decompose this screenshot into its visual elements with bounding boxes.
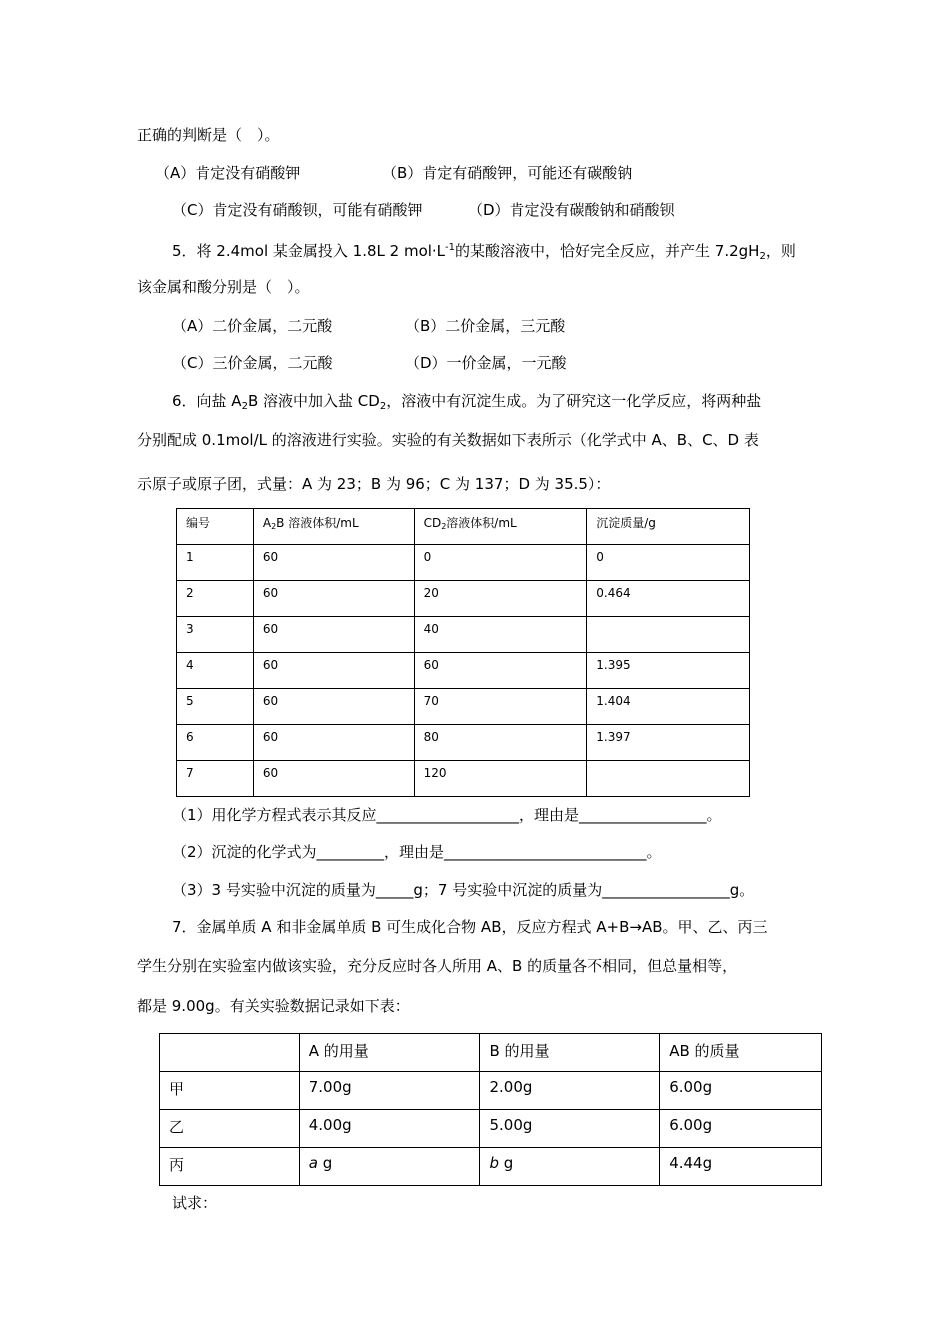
q7-data-table <box>159 1033 822 1186</box>
table-cell: 20 <box>414 581 587 617</box>
header-cell-cd2-volume <box>414 509 587 545</box>
table-cell <box>587 761 750 797</box>
q5-text-part2: 的某酸溶液中，恰好完全反应，并产生 7.2gH <box>455 242 760 260</box>
table-cell: 4 <box>177 653 254 689</box>
q6-stem-line2: 分别配成 0.1mol/L 的溶液进行实验。实验的有关数据如下表所示（化学式中 A、B、C、D 表 <box>137 431 759 449</box>
table-row <box>177 545 750 581</box>
table-cell <box>480 1148 660 1186</box>
option-c: （C）肯定没有硝酸钡，可能有硝酸钾 <box>172 201 423 219</box>
q6-text-b: B 溶液中加入盐 CD <box>247 392 380 410</box>
variable-b: b <box>489 1154 499 1172</box>
table-cell: 60 <box>253 689 414 725</box>
table-cell <box>299 1148 480 1186</box>
option-d: （D）肯定没有碳酸钠和硝酸钡 <box>468 201 675 219</box>
table-cell: 60 <box>253 545 414 581</box>
table-cell: 2 <box>177 581 254 617</box>
table-row <box>177 725 750 761</box>
table-cell: 3 <box>177 617 254 653</box>
header-cell-b-amount: B 的用量 <box>480 1034 660 1072</box>
q5-text-part3: ，则 <box>765 242 796 260</box>
table-cell: 6 <box>177 725 254 761</box>
table-cell: 60 <box>253 581 414 617</box>
table-cell: 0.464 <box>587 581 750 617</box>
header-cell-ab-mass: AB 的质量 <box>660 1034 822 1072</box>
table-cell: 1.395 <box>587 653 750 689</box>
question-stem-tail: 正确的判断是（ ）。 <box>137 126 280 144</box>
table-cell <box>587 617 750 653</box>
q6-subquestion-3: （3）3 号实验中沉淀的质量为_____g；7 号实验中沉淀的质量为_________________g。 <box>172 881 755 899</box>
table-cell: 4.00g <box>299 1110 480 1148</box>
q5-option-a: （A）二价金属，二元酸 <box>172 317 333 335</box>
q5-stem <box>172 238 796 267</box>
table-cell: 70 <box>414 689 587 725</box>
q5-text-part1: 5．将 2.4mol 某金属投入 1.8L 2 mol·L <box>172 242 446 260</box>
table-cell: 0 <box>414 545 587 581</box>
table-cell: 6.00g <box>660 1110 822 1148</box>
header-cd2-b: 溶液体积/mL <box>446 516 517 530</box>
header-cell-number: 编号 <box>177 509 254 545</box>
table-row <box>177 689 750 725</box>
table-cell: 4.44g <box>660 1148 822 1186</box>
q5-option-b: （B）二价金属，三元酸 <box>405 317 566 335</box>
q6-text-c: ，溶液中有沉淀生成。为了研究这一化学反应，将两种盐 <box>386 392 762 410</box>
q6-sub-2: 2 <box>379 401 387 412</box>
table-cell: 60 <box>253 653 414 689</box>
q5-option-d: （D）一价金属，一元酸 <box>405 354 567 372</box>
header-cell-precipitate-mass: 沉淀质量/g <box>587 509 750 545</box>
table-cell: 40 <box>414 617 587 653</box>
q7-ask: 试求： <box>172 1194 218 1212</box>
q5-option-c: （C）三价金属，二元酸 <box>172 354 333 372</box>
q6-subquestion-1: （1）用化学方程式表示其反应___________________，理由是_________________。 <box>172 806 722 824</box>
q6-stem-line1 <box>172 391 761 417</box>
q5-superscript: -1 <box>445 242 456 253</box>
unit-a: g <box>317 1154 333 1172</box>
table-cell: 2.00g <box>480 1072 660 1110</box>
table-row <box>177 617 750 653</box>
header-a2b-a: A <box>262 516 272 530</box>
header-cell-empty <box>160 1034 300 1072</box>
header-cd2-sub: 2 <box>441 522 447 531</box>
header-cd2-a: CD <box>423 516 442 530</box>
table-cell: 5.00g <box>480 1110 660 1148</box>
table-row <box>160 1072 822 1110</box>
q6-data-table <box>176 508 750 797</box>
q6-sub-1: 2 <box>241 401 248 412</box>
header-a2b-sub: 2 <box>271 522 277 531</box>
table-cell: 7 <box>177 761 254 797</box>
q7-stem-line2: 学生分别在实验室内做该实验，充分反应时各人所用 A、B 的质量各不相同，但总量相等， <box>137 957 738 975</box>
variable-a: a <box>308 1154 318 1172</box>
header-cell-a2b-volume <box>253 509 414 545</box>
q7-stem-line3: 都是 9.00g。有关实验数据记录如下表： <box>137 997 410 1015</box>
table-cell: 5 <box>177 689 254 725</box>
table-row <box>177 653 750 689</box>
unit-b: g <box>499 1154 514 1172</box>
table-cell: 甲 <box>160 1072 300 1110</box>
table-header-row <box>177 509 750 545</box>
q5-stem-line2: 该金属和酸分别是（ ）。 <box>137 278 310 296</box>
table-cell: 1.404 <box>587 689 750 725</box>
table-cell: 60 <box>253 761 414 797</box>
table-header-row <box>160 1034 822 1072</box>
table-row <box>177 581 750 617</box>
table-cell: 丙 <box>160 1148 300 1186</box>
q6-text-a: 6．向盐 A <box>172 392 242 410</box>
option-a: （A）肯定没有硝酸钾 <box>155 164 301 182</box>
table-cell: 60 <box>414 653 587 689</box>
table-cell: 7.00g <box>299 1072 480 1110</box>
table-cell: 乙 <box>160 1110 300 1148</box>
q6-stem-line3: 示原子或原子团，式量：A 为 23；B 为 96；C 为 137；D 为 35.5）： <box>137 475 611 493</box>
table-cell: 60 <box>253 725 414 761</box>
option-b: （B）肯定有硝酸钾，可能还有碳酸钠 <box>382 164 633 182</box>
table-cell: 6.00g <box>660 1072 822 1110</box>
header-cell-a-amount: A 的用量 <box>299 1034 480 1072</box>
q7-stem-line1: 7．金属单质 A 和非金属单质 B 可生成化合物 AB，反应方程式 A+B→AB。甲、乙、丙三 <box>172 918 768 936</box>
table-cell: 1.397 <box>587 725 750 761</box>
q6-subquestion-2: （2）沉淀的化学式为_________，理由是___________________________。 <box>172 843 662 861</box>
table-cell: 1 <box>177 545 254 581</box>
table-cell: 120 <box>414 761 587 797</box>
table-row <box>160 1148 822 1186</box>
table-row <box>177 761 750 797</box>
table-cell: 60 <box>253 617 414 653</box>
table-cell: 0 <box>587 545 750 581</box>
header-a2b-b: B 溶液体积/mL <box>276 516 359 530</box>
q5-subscript: 2 <box>759 251 766 262</box>
table-cell: 80 <box>414 725 587 761</box>
table-row <box>160 1110 822 1148</box>
